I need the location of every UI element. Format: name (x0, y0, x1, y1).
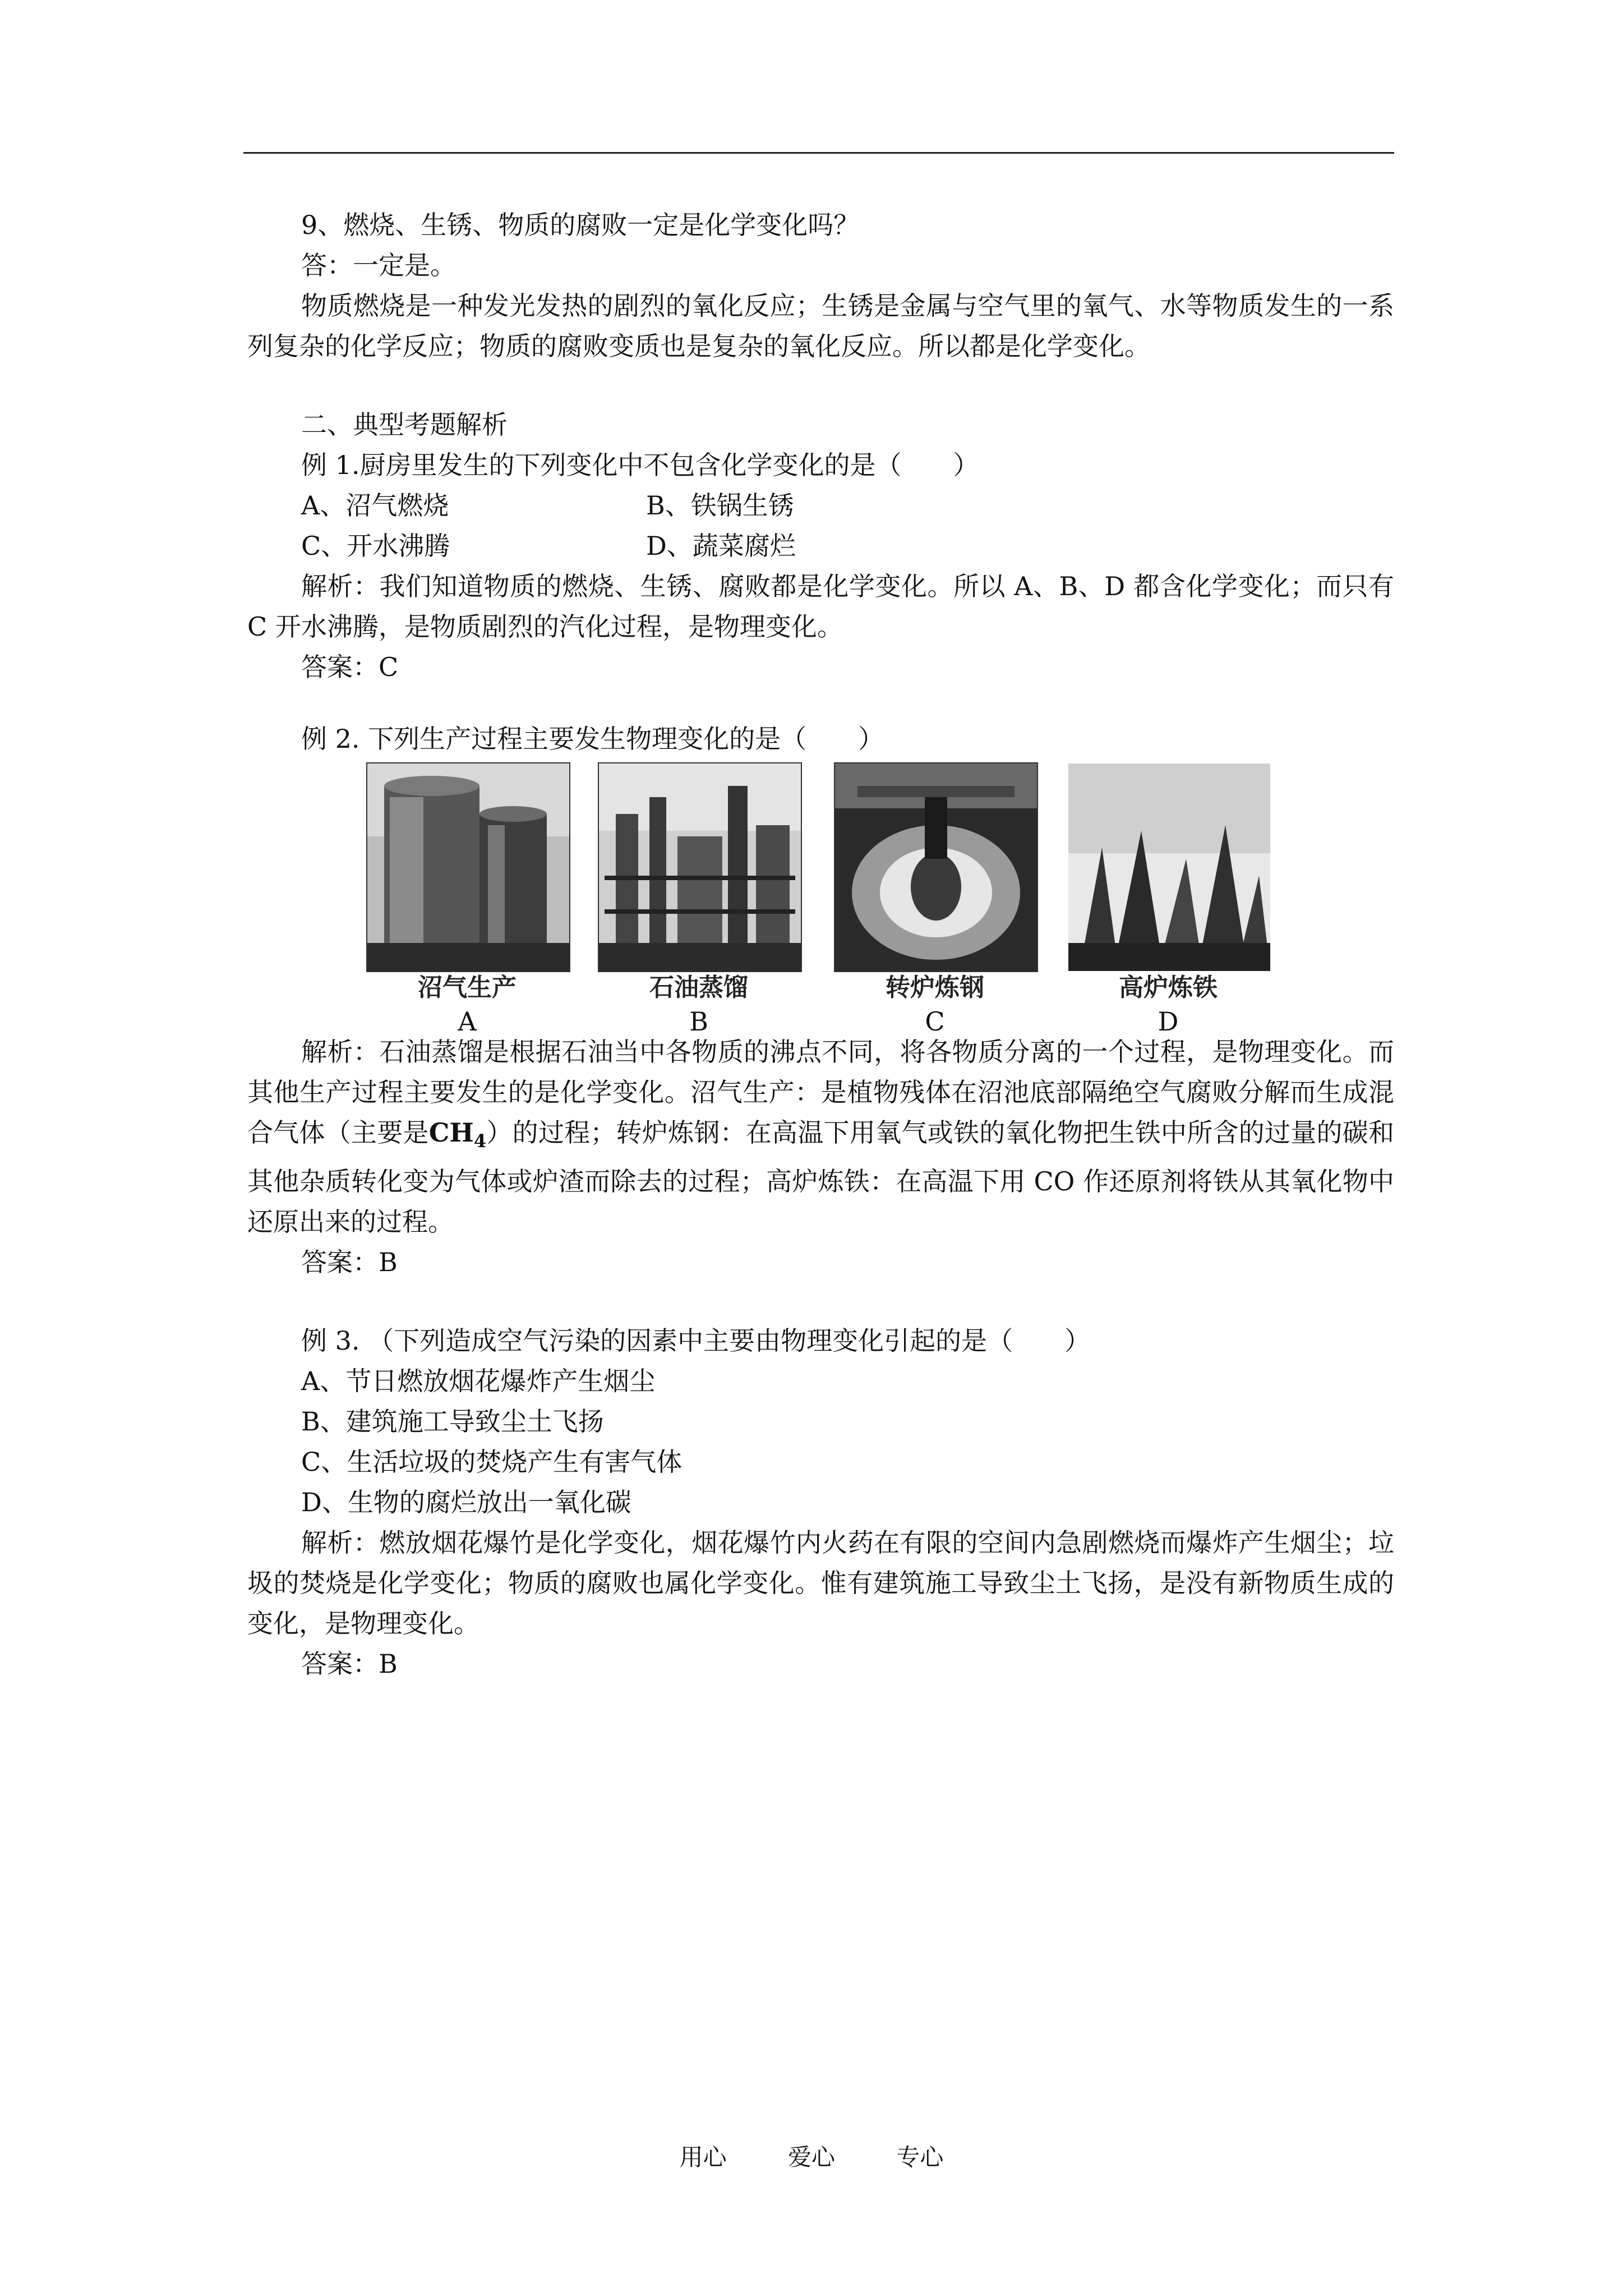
methane-formula-subscript: 4 (473, 1130, 487, 1152)
ex1-option-d: D、蔬菜腐烂 (646, 531, 796, 561)
letter-c: C (925, 1006, 945, 1037)
ex2-figure (366, 762, 1269, 1037)
converter-steelmaking-image (834, 762, 1038, 972)
ex1-answer: 答案：C (301, 652, 399, 682)
ex1-question: 例 1.厨房里发生的下列变化中不包含化学变化的是（ ） (301, 450, 979, 480)
footer-word-3: 专心 (896, 2143, 944, 2171)
biogas-production-image (366, 762, 570, 972)
q9-answer: 答：一定是。 (301, 250, 456, 280)
header-rule (243, 152, 1394, 154)
ex1-option-b: B、铁锅生锈 (646, 490, 794, 521)
ex2-analysis (247, 1032, 1394, 1242)
page-content (247, 205, 1394, 1684)
ex1-analysis: 解析：我们知道物质的燃烧、生锈、腐败都是化学变化。所以 A、B、D 都含化学变化；而只有 C 开水沸腾，是物质剧烈的汽化过程，是物理变化。 (247, 571, 1394, 642)
ex3-option-c: C、生活垃圾的焚烧产生有害气体 (301, 1447, 683, 1477)
methane-formula-main: CH (428, 1117, 474, 1148)
ex3-option-b: B、建筑施工导致尘土飞扬 (301, 1406, 604, 1437)
ex1-option-c: C、开水沸腾 (301, 531, 450, 561)
caption-c: 转炉炼钢 (886, 973, 984, 1002)
footer-word-2: 爱心 (787, 2143, 835, 2171)
footer-word-1: 用心 (679, 2143, 727, 2171)
ex2-analysis-part2: ）的过程；转炉炼钢：在高温下用氧气或铁的氧化物把生铁中所含的过量的碳和其他杂质转化变为气体或炉渣而除去的过程；高炉炼铁：在高温下用 CO 作还原剂将铁从其氧化物中还原出来的过程。 (247, 1117, 1395, 1237)
ex1-options-row1 (247, 485, 1394, 526)
letter-a: A (458, 1006, 477, 1037)
ex2-question: 例 2. 下列生产过程主要发生物理变化的是（ ） (301, 724, 884, 754)
section-title: 二、典型考题解析 (301, 409, 508, 440)
caption-a: 沼气生产 (418, 973, 517, 1002)
oil-distillation-image (598, 762, 802, 972)
ex3-option-a: A、节日燃放烟花爆炸产生烟尘 (301, 1366, 656, 1396)
ex3-answer: 答案：B (301, 1649, 398, 1679)
blast-furnace-image (1067, 762, 1271, 972)
ex3-option-d: D、生物的腐烂放出一氧化碳 (301, 1487, 631, 1517)
page-footer (0, 2142, 1623, 2173)
caption-b: 石油蒸馏 (649, 973, 748, 1002)
ex2-answer: 答案：B (301, 1247, 398, 1277)
q9-question: 9、燃烧、生锈、物质的腐败一定是化学变化吗？ (301, 210, 860, 240)
q9-explanation: 物质燃烧是一种发光发热的剧烈的氧化反应；生锈是金属与空气里的氧气、水等物质发生的一系列复杂的化学反应；物质的腐败变质也是复杂的氧化反应。所以都是化学变化。 (247, 291, 1394, 361)
letter-b: B (689, 1006, 708, 1037)
caption-d: 高炉炼铁 (1119, 973, 1218, 1002)
ex1-option-a: A、沼气燃烧 (301, 490, 449, 521)
ex3-analysis: 解析：燃放烟花爆竹是化学变化，烟花爆竹内火药在有限的空间内急剧燃烧而爆炸产生烟尘；垃圾的焚烧是化学变化；物质的腐败也属化学变化。惟有建筑施工导致尘土飞扬，是没有新物质生成的变化，是物理变化。 (247, 1527, 1394, 1639)
ex1-options-row2 (247, 526, 1394, 566)
letter-d: D (1158, 1006, 1179, 1037)
ex2-analysis-part1: 解析：石油蒸馏是根据石油当中各物质的沸点不同，将各物质分离的一个过程，是物理变化。而其他生产过程主要发生的是化学变化。沼气生产：是植物残体在沼池底部隔绝空气腐败分解而生成混合气体（主要是 (247, 1037, 1394, 1148)
ex3-question: 例 3. （下列造成空气污染的因素中主要由物理变化引起的是（ ） (301, 1326, 1091, 1356)
methane-formula (428, 1117, 487, 1152)
